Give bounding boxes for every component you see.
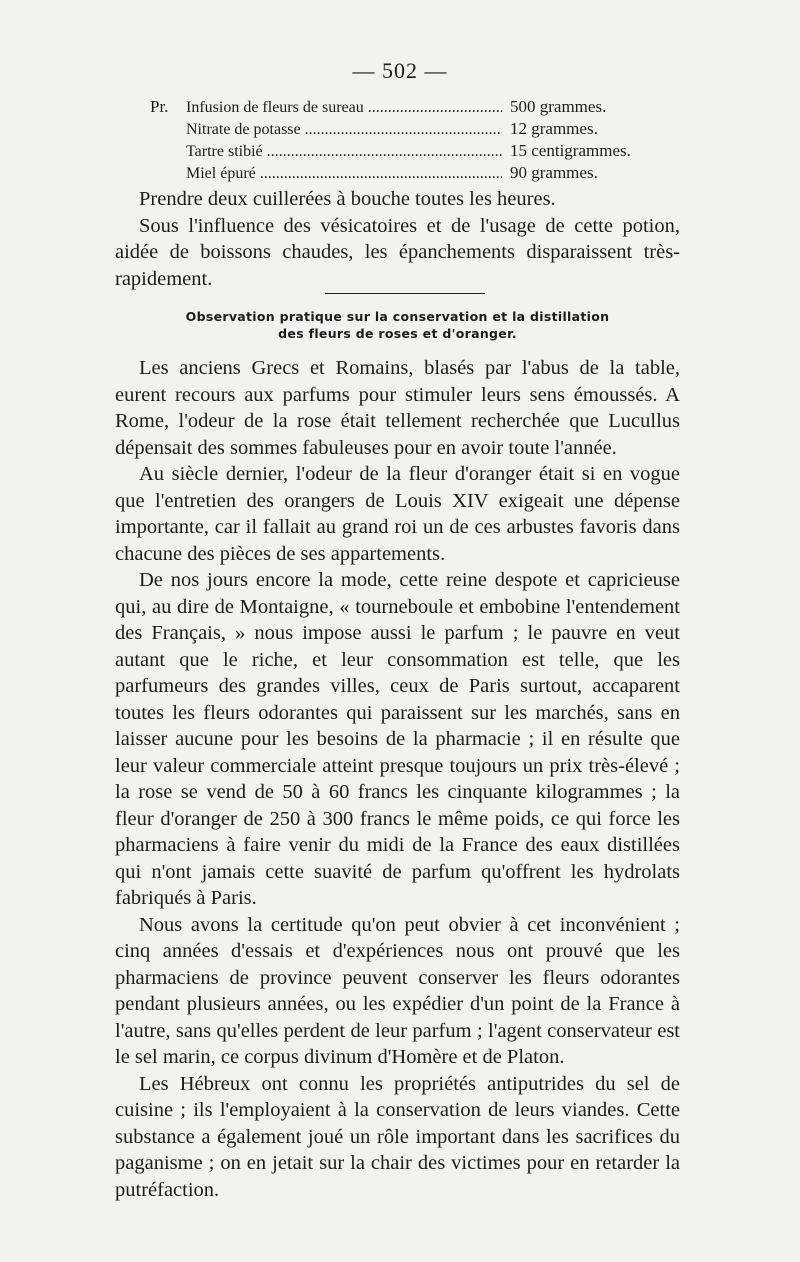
recipe-prefix: Pr.	[150, 97, 169, 116]
paragraph: Nous avons la certitude qu'on peut obvier à cet inconvénient ; cinq années d'essais et d'expériences nous ont prouvé que les pharmaciens de province peuvent conserver les fleurs odorantes pendant plusieurs années, ou les expédier d'un point de la France à l'autre, sans qu'elles perdent de leur parfum ; l'agent conservateur est le sel marin, ce corpus divinum d'Homère et de Platon.	[115, 913, 680, 1068]
paragraph: Prendre deux cuillerées à bouche toutes les heures.	[139, 188, 556, 210]
paragraph: De nos jours encore la mode, cette reine despote et capricieuse qui, au dire de Montaigne, « tourneboule et embobine l'entendement des Français, » nous impose aussi le parfum ; le pauvre en veut autant que le riche, et leur consommation est telle, que les parfumeurs des grandes villes, ceux de Paris surtout, accaparent toutes les fleurs odorantes qui paraissent sur les marchés, sans en laisser aucune pour les besoins de la pharmacie ; il en résulte que leur valeur commerciale atteint presque toujours un prix très-élevé ; la rose se vend de 50 à 60 francs les cinquante kilogrammes ; la fleur d'oranger de 250 à 300 francs le même poids, ce qui force les pharmaciens à faire venir du midi de la France des eaux distillées qui n'ont jamais cette suavité de parfum qu'offrent les hydrolats fabriqués à Paris.	[115, 569, 680, 909]
recipe-row	[150, 118, 670, 140]
article-body	[115, 355, 680, 1203]
intro-text	[115, 186, 680, 292]
recipe-quantity: 15 centigrammes.	[510, 141, 631, 160]
paragraph: Au siècle dernier, l'odeur de la fleur d'oranger était si en vogue que l'entretien des orangers de Louis XIV exigeait une dépense importante, car il fallait au grand roi un de ces arbustes favoris dans chacune des pièces de ses appartements.	[115, 463, 680, 565]
recipe-ingredient: Infusion de fleurs de sureau .....	[186, 97, 502, 119]
recipe-quantity: 500 grammes.	[510, 97, 607, 116]
recipe-ingredient: Miel épuré .....	[186, 163, 502, 185]
section-heading-line: des fleurs de roses et d'oranger.	[278, 326, 517, 341]
recipe-row	[150, 162, 670, 184]
page-number: — 502 —	[352, 58, 448, 83]
recipe-quantity: 12 grammes.	[510, 119, 598, 138]
recipe-ingredient: Nitrate de potasse .....	[186, 119, 502, 141]
recipe-quantity: 90 grammes.	[510, 163, 598, 182]
paragraph: Sous l'influence des vésicatoires et de l'usage de cette potion, aidée de boissons chaudes, les épanchements disparaissent très-rapidement.	[115, 214, 680, 290]
paragraph: Les anciens Grecs et Romains, blasés par l'abus de la table, eurent recours aux parfums pour stimuler leurs sens émoussés. A Rome, l'odeur de la rose était tellement recherchée que Lucullus dépensait des sommes fabuleuses pour en avoir toute l'année.	[115, 357, 680, 459]
section-divider	[325, 293, 485, 294]
section-heading	[115, 308, 680, 342]
recipe-ingredient: Tartre stibié .....	[186, 141, 502, 163]
recipe-row	[150, 96, 670, 118]
paragraph: Les Hébreux ont connu les propriétés antiputrides du sel de cuisine ; ils l'employaient à la conservation de leurs viandes. Cette substance a également joué un rôle important dans les sacrifices du paganisme ; on en jetait sur la chair des victimes pour en retarder la putréfaction.	[115, 1072, 680, 1201]
recipe-list	[150, 96, 670, 184]
recipe-row	[150, 140, 670, 162]
section-heading-line: Observation pratique sur la conservation et la distillation	[185, 309, 610, 324]
